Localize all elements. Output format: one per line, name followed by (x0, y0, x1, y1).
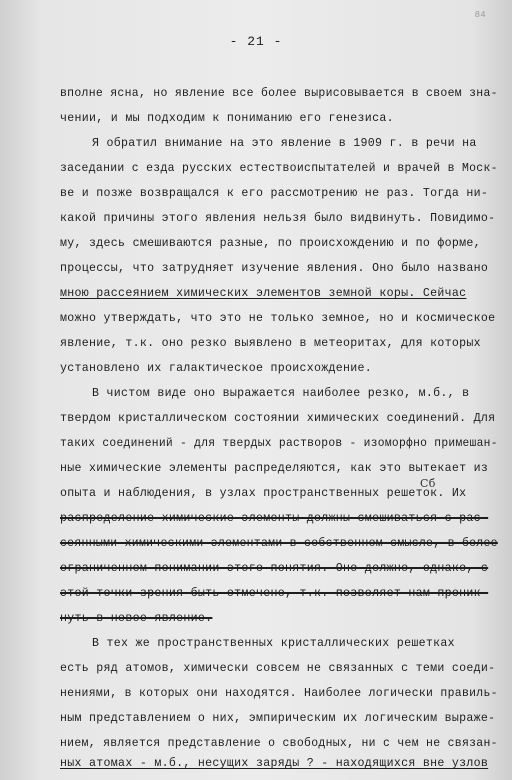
text-line: можно утверждать, что это не только земное, но и космическое (60, 312, 496, 325)
text-line: явление, т.к. оно резко выявлено в метеоритах, для которых (60, 337, 481, 350)
handwritten-insertion-mark: Сб (420, 477, 436, 490)
text-line-underlined: мною рассеянием химических элементов земной коры. Сейчас (60, 287, 467, 300)
page-number: - 21 - (229, 34, 283, 49)
text-line: му, здесь смешиваются разные, по происхождению и по форме, (60, 237, 481, 250)
text-line: нениями, в которых они находятся. Наиболее логически правиль- (60, 687, 498, 700)
text-line: установлено их галактическое происхождение. (60, 362, 373, 375)
text-line: какой причины этого явления нельзя было видвинуть. Повидимо- (60, 212, 496, 225)
text-line: Я обратил внимание на это явление в 1909 г. в речи на (92, 137, 477, 150)
text-line: опыта и наблюдения, в узлах пространственных решеток. Их (60, 487, 467, 500)
text-line: есть ряд атомов, химически совсем не связанных с теми соеди- (60, 662, 496, 675)
text-line-struck: распределение химические элементы должны смешиваться с рас- (60, 512, 489, 525)
text-line: В тех же пространственных кристаллических решетках (92, 637, 455, 650)
text-line: В чистом виде оно выражается наиболее резко, м.б., в (92, 387, 470, 400)
text-line: процессы, что затрудняет изучение явления. Оно было названо (60, 262, 489, 275)
text-line: чении, и мы подходим к пониманию его генезиса. (60, 112, 394, 125)
text-line: нием, является представление о свободных, ни с чем не связан- (60, 737, 498, 750)
text-line-underlined: ных атомах - м.б., несущих заряды ? - находящихся вне узлов (60, 757, 489, 770)
text-line: вполне ясна, но явление все более вырисовывается в своем зна- (60, 87, 498, 100)
text-line: ные химические элементы распределяются, как это вытекает из (60, 462, 489, 475)
text-line-struck: ограниченном понимании этого понятия. Оно должно, однако, с (60, 562, 489, 575)
text-line: ве и позже возвращался к его рассмотрению не раз. Тогда ни- (60, 187, 489, 200)
text-line: заседании с езда русских естествоиспытателей и врачей в Моск- (60, 162, 498, 175)
corner-archive-number: 84 (474, 10, 486, 20)
text-line: твердом кристаллическом состоянии химических соединений. Для (60, 412, 496, 425)
text-line: ным представлением о них, эмпирическим их логическим выраже- (60, 712, 496, 725)
text-line-struck: нуть в новое явление. (60, 612, 213, 625)
text-line: таких соединений - для твердых растворов - изоморфно примешан- (60, 437, 498, 450)
text-line-struck: этой точки зрения быть отмечено, т.к. позволяет нам проник- (60, 587, 489, 600)
text-line-struck: сеянными химическими элементами в собственном смысле, в более (60, 537, 498, 550)
